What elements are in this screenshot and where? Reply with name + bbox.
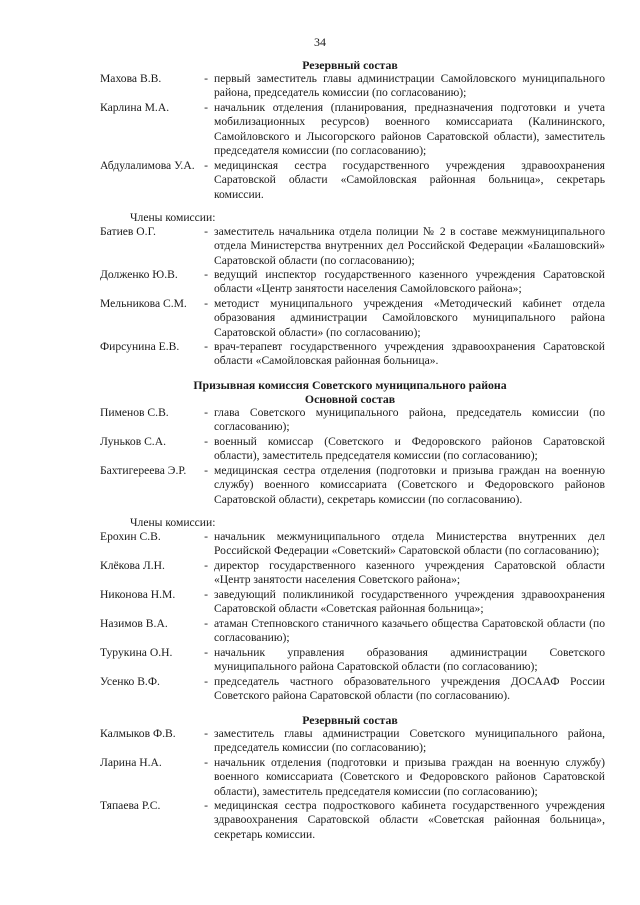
member-name: Ерохин С.В.	[100, 530, 161, 543]
member-entry	[100, 101, 605, 159]
member-name: Долженко Ю.В.	[100, 268, 178, 281]
dash: -	[204, 101, 208, 114]
dash: -	[204, 340, 208, 353]
main-heading-sovetsky: Основной состав	[304, 392, 396, 406]
member-name: Мельникова С.М.	[100, 297, 187, 310]
dash: -	[204, 675, 208, 688]
member-entry	[100, 756, 605, 799]
member-entry	[100, 225, 605, 268]
member-role: начальник управления образования администрации Советского муниципального района Саратовской области (по согласованию);	[214, 646, 605, 674]
dash: -	[204, 799, 208, 812]
member-name: Назимов В.А.	[100, 617, 168, 630]
member-role: заместитель начальника отдела полиции № 2 в составе межмуниципального отдела Министерства внутренних дел Российской Федерации «Балашовский» Саратовской области (по согласованию);	[214, 225, 605, 267]
member-role: медицинская сестра государственного учреждения здравоохранения Саратовской области «Самойловская районная больница», секретарь комиссии.	[214, 159, 605, 201]
member-entry	[100, 675, 605, 704]
member-role: военный комиссар (Советского и Федоровского районов Саратовской области), заместитель председателя комиссии (по согласованию);	[214, 435, 605, 463]
member-entry	[100, 406, 605, 435]
member-role: председатель частного образовательного учреждения ДОСААФ России Советского района Саратовской области (по согласованию).	[214, 675, 605, 703]
member-name: Абдулалимова У.А.	[100, 159, 195, 172]
member-entry	[100, 435, 605, 464]
commission-title-sovetsky: Призывная комиссия Советского муниципального района	[193, 378, 507, 392]
dash: -	[204, 159, 208, 172]
member-role: медицинская сестра отделения (подготовки и призыва граждан на военную службу) военного комиссариата (Советского и Федоровского районов Саратовской области), секретарь комиссии (по согласованию).	[214, 464, 605, 506]
page-number: 34	[314, 35, 326, 49]
member-name: Клёкова Л.Н.	[100, 559, 165, 572]
dash: -	[204, 72, 208, 85]
member-entry	[100, 72, 605, 101]
member-role: ведущий инспектор государственного казенного учреждения Саратовской области «Центр занятости населения Самойловского района»;	[214, 268, 605, 296]
member-role: медицинская сестра подросткового кабинета государственного учреждения здравоохранения Саратовской области «Советская районная больница», секретарь комиссии.	[214, 799, 605, 841]
member-entry	[100, 297, 605, 340]
member-role: врач-терапевт государственного учреждения здравоохранения Саратовской области «Самойловская районная больница».	[214, 340, 605, 368]
member-entry	[100, 559, 605, 588]
member-role: методист муниципального учреждения «Методический кабинет отдела образования администрации Самойловского муниципального района Саратовской области» (по согласованию);	[214, 297, 605, 339]
members-label: Члены комиссии:	[130, 516, 216, 529]
member-entry	[100, 340, 605, 369]
member-role: первый заместитель главы администрации Самойловского муниципального района, председатель комиссии (по согласованию);	[214, 72, 605, 100]
member-name: Ларина Н.А.	[100, 756, 162, 769]
dash: -	[204, 435, 208, 448]
dash: -	[204, 646, 208, 659]
member-name: Тяпаева Р.С.	[100, 799, 161, 812]
member-entry	[100, 646, 605, 675]
member-name: Карлина М.А.	[100, 101, 170, 114]
member-entry	[100, 268, 605, 297]
member-entry	[100, 464, 605, 507]
members-label: Члены комиссии:	[130, 211, 216, 224]
member-name: Турукина О.Н.	[100, 646, 173, 659]
dash: -	[204, 559, 208, 572]
member-name: Батиев О.Г.	[100, 225, 156, 238]
dash: -	[204, 225, 208, 238]
member-name: Никонова Н.М.	[100, 588, 176, 601]
dash: -	[204, 756, 208, 769]
member-role: глава Советского муниципального района, председатель комиссии (по согласованию);	[214, 406, 605, 434]
dash: -	[204, 464, 208, 477]
member-role: начальник межмуниципального отдела Министерства внутренних дел Российской Федерации «Советский» Саратовской области (по согласованию);	[214, 530, 605, 558]
dash: -	[204, 617, 208, 630]
member-entry	[100, 799, 605, 842]
member-entry	[100, 617, 605, 646]
member-role: заведующий поликлиникой государственного учреждения здравоохранения Саратовской области «Советская районная больница»;	[214, 588, 605, 616]
member-name: Луньков С.А.	[100, 435, 166, 448]
member-name: Усенко В.Ф.	[100, 675, 160, 688]
member-name: Махова В.В.	[100, 72, 162, 85]
dash: -	[204, 297, 208, 310]
dash: -	[204, 588, 208, 601]
member-name: Фирсунина Е.В.	[100, 340, 180, 353]
dash: -	[204, 530, 208, 543]
member-entry	[100, 588, 605, 617]
member-role: атаман Степновского станичного казачьего общества Саратовской области (по согласованию);	[214, 617, 605, 645]
member-role: начальник отделения (подготовки и призыва граждан на военную службу) военного комиссариата (Советского и Федоровского районов Саратовской области), заместитель председателя комиссии (по согласованию);	[214, 756, 605, 798]
reserve-heading-sovetsky: Резервный состав	[302, 713, 398, 727]
member-role: директор государственного казенного учреждения Саратовской области «Центр занятости населения Советского района»;	[214, 559, 605, 587]
reserve-heading-samoylovsky: Резервный состав	[302, 58, 398, 72]
dash: -	[204, 268, 208, 281]
dash: -	[204, 727, 208, 740]
member-entry	[100, 727, 605, 756]
dash: -	[204, 406, 208, 419]
member-name: Бахтигереева Э.Р.	[100, 464, 187, 477]
member-entry	[100, 530, 605, 559]
member-entry	[100, 159, 605, 202]
member-role: заместитель главы администрации Советского муниципального района, председатель комиссии (по согласованию);	[214, 727, 605, 755]
member-role: начальник отделения (планирования, предназначения подготовки и учета мобилизационных ресурсов) военного комиссариата (Калининского, Самойловского и Лысогорского районов Саратовской области), заместитель председателя комиссии (по согласованию);	[214, 101, 605, 158]
member-name: Пименов С.В.	[100, 406, 169, 419]
member-name: Калмыков Ф.В.	[100, 727, 176, 740]
